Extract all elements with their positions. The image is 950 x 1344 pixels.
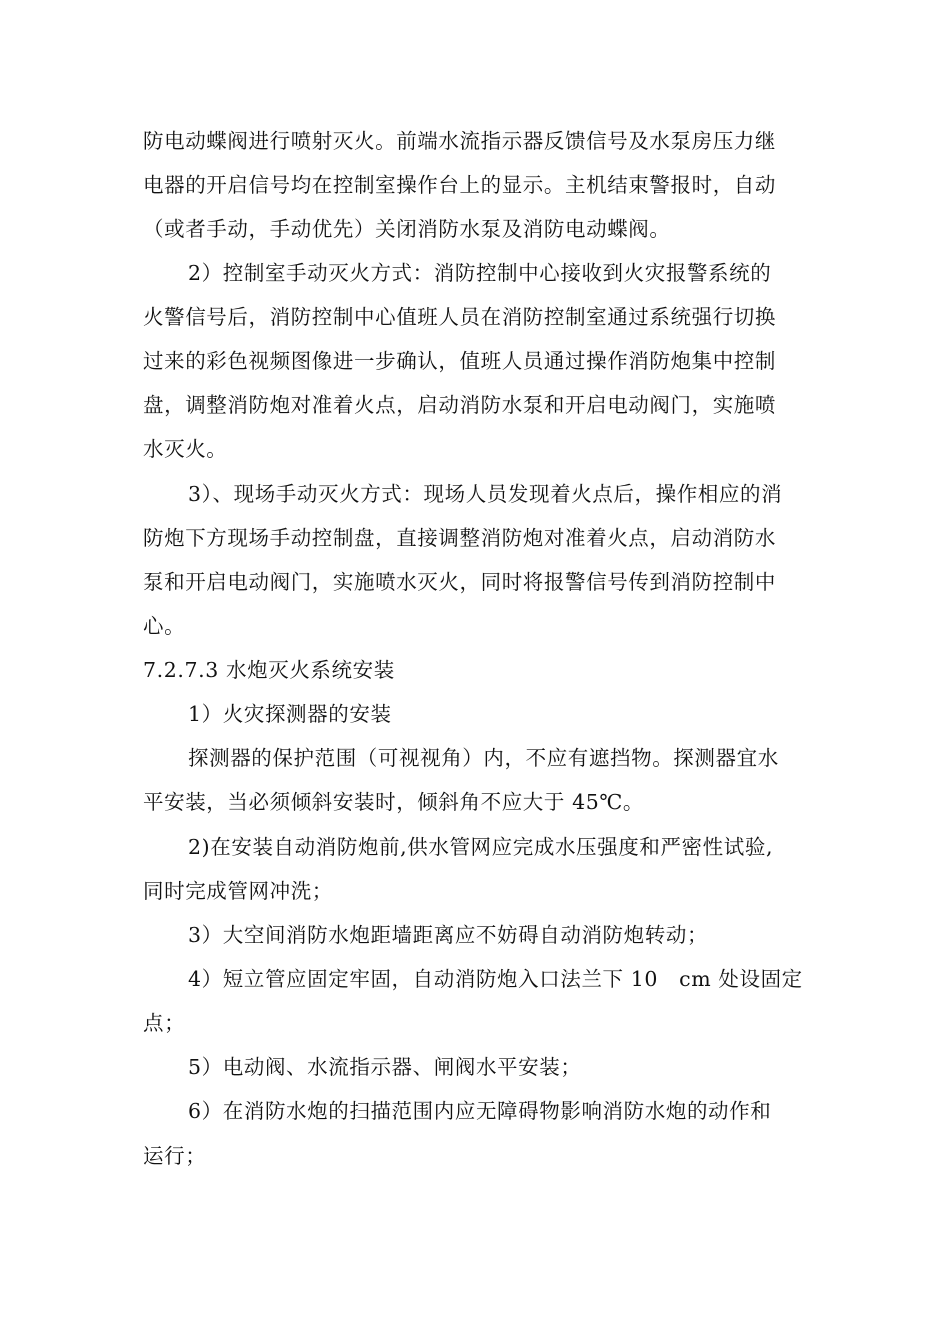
text-line: 防电动蝶阀进行喷射灭火。前端水流指示器反馈信号及水泵房压力继 xyxy=(143,129,776,153)
paragraph-start: 探测器的保护范围（可视视角）内，不应有遮挡物。探测器宜水 xyxy=(188,746,779,770)
text-line: 泵和开启电动阀门，实施喷水灭火，同时将报警信号传到消防控制中 xyxy=(143,570,776,594)
text-line: （或者手动，手动优先）关闭消防水泵及消防电动蝶阀。 xyxy=(143,217,671,241)
text-line: 火警信号后，消防控制中心值班人员在消防控制室通过系统强行切换 xyxy=(143,305,776,329)
list-item-6: 6）在消防水炮的扫描范围内应无障碍物影响消防水炮的动作和 xyxy=(188,1099,772,1123)
text-line: 同时完成管网冲洗； xyxy=(143,879,333,903)
list-item-3: 3）大空间消防水炮距墙距离应不妨碍自动消防炮转动； xyxy=(188,923,709,947)
list-item-5: 5）电动阀、水流指示器、闸阀水平安装； xyxy=(188,1055,582,1079)
paragraph-3-start: 3）、现场手动灭火方式：现场人员发现着火点后，操作相应的消 xyxy=(188,482,783,506)
section-heading: 7.2.7.3 水炮灭火系统安装 xyxy=(143,658,395,682)
text-line: 水灭火。 xyxy=(143,437,228,461)
text-line: 过来的彩色视频图像进一步确认，值班人员通过操作消防炮集中控制 xyxy=(143,349,776,373)
list-item-4: 4）短立管应固定牢固，自动消防炮入口法兰下 10 cm 处设固定 xyxy=(188,967,803,991)
text-line: 点； xyxy=(143,1011,186,1035)
paragraph-2-start: 2）控制室手动灭火方式：消防控制中心接收到火灾报警系统的 xyxy=(188,261,772,285)
subheading-detector-install: 1）火灾探测器的安装 xyxy=(188,702,392,726)
text-line: 防炮下方现场手动控制盘，直接调整消防炮对准着火点，启动消防水 xyxy=(143,526,776,550)
text-line: 平安装，当必须倾斜安装时，倾斜角不应大于 45℃。 xyxy=(143,790,645,814)
text-line: 运行； xyxy=(143,1144,207,1168)
text-line: 盘，调整消防炮对准着火点，启动消防水泵和开启电动阀门，实施喷 xyxy=(143,393,776,417)
text-line: 心。 xyxy=(143,614,186,638)
text-line: 电器的开启信号均在控制室操作台上的显示。主机结束警报时，自动 xyxy=(143,173,776,197)
list-item-2: 2)在安装自动消防炮前,供水管网应完成水压强度和严密性试验, xyxy=(188,835,774,859)
